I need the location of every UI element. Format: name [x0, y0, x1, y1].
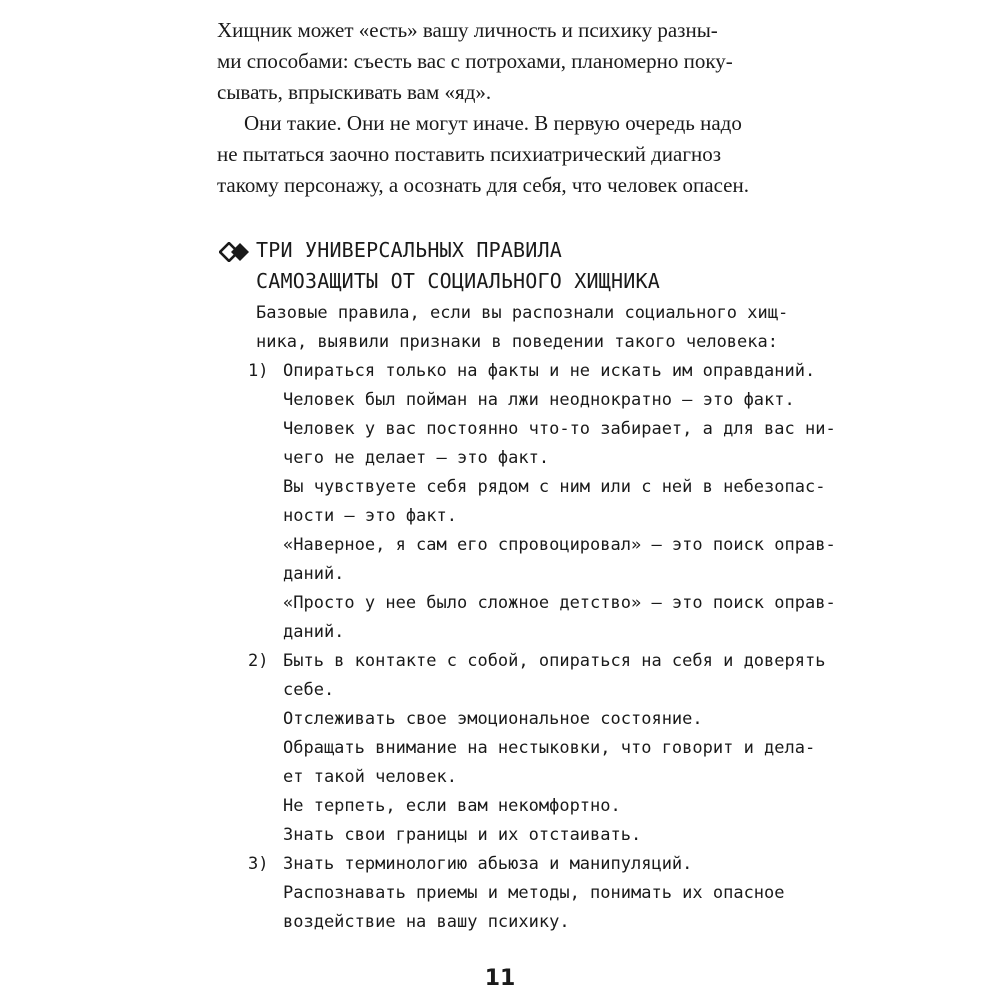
lead-line: ника, выявили признаки в поведении такого человека: [256, 332, 778, 352]
rule-line: «Просто у нее было сложное детство» – это поиск оправ- [283, 593, 836, 613]
rule-line: Быть в контакте с собой, опираться на себя и доверять [283, 651, 826, 671]
rule-number: 3) [248, 854, 269, 874]
intro-line: не пытаться заочно поставить психиатрический диагноз [217, 142, 721, 166]
rule-line: «Наверное, я сам его спровоцировал» – это поиск оправ- [283, 535, 836, 555]
rule-line: ности – это факт. [283, 506, 457, 526]
intro-line: Хищник может «есть» вашу личность и психику разны- [217, 18, 718, 42]
rule-line: Не терпеть, если вам некомфортно. [283, 796, 621, 816]
heading-line: САМОЗАЩИТЫ ОТ СОЦИАЛЬНОГО ХИЩНИКА [256, 269, 660, 293]
page-number: 11 [484, 966, 516, 991]
intro-line: сывать, впрыскивать вам «яд». [217, 80, 492, 104]
rule-line: чего не делает – это факт. [283, 448, 550, 468]
rule-line: себе. [283, 680, 335, 700]
rule-number: 1) [248, 361, 269, 381]
intro-line: такому персонажу, а осознать для себя, что человек опасен. [217, 173, 749, 197]
rule-line: Человек был пойман на лжи неоднократно – это факт. [283, 390, 795, 410]
rule-line: Человек у вас постоянно что-то забирает, а для вас ни- [283, 419, 836, 439]
rule-line: Отслеживать свое эмоциональное состояние. [283, 709, 703, 729]
rule-line: ет такой человек. [283, 767, 457, 787]
intro-line: ми способами: съесть вас с потрохами, планомерно поку- [217, 49, 733, 73]
double-diamond-icon [219, 242, 251, 262]
rule-line: даний. [283, 564, 345, 584]
rule-line: Опираться только на факты и не искать им оправданий. [283, 361, 816, 381]
rule-line: Распознавать приемы и методы, понимать их опасное [283, 883, 785, 903]
rule-line: воздействие на вашу психику. [283, 912, 570, 932]
intro-line: Они такие. Они не могут иначе. В первую очередь надо [244, 111, 742, 135]
lead-line: Базовые правила, если вы распознали социального хищ- [256, 303, 789, 323]
rule-line: Обращать внимание на нестыковки, что говорит и дела- [283, 738, 816, 758]
heading-line: ТРИ УНИВЕРСАЛЬНЫХ ПРАВИЛА [256, 238, 563, 262]
rule-number: 2) [248, 651, 269, 671]
rule-line: Знать терминологию абьюза и манипуляций. [283, 854, 693, 874]
rule-line: Знать свои границы и их отстаивать. [283, 825, 642, 845]
rule-line: даний. [283, 622, 345, 642]
rule-line: Вы чувствуете себя рядом с ним или с ней в небезопас- [283, 477, 826, 497]
